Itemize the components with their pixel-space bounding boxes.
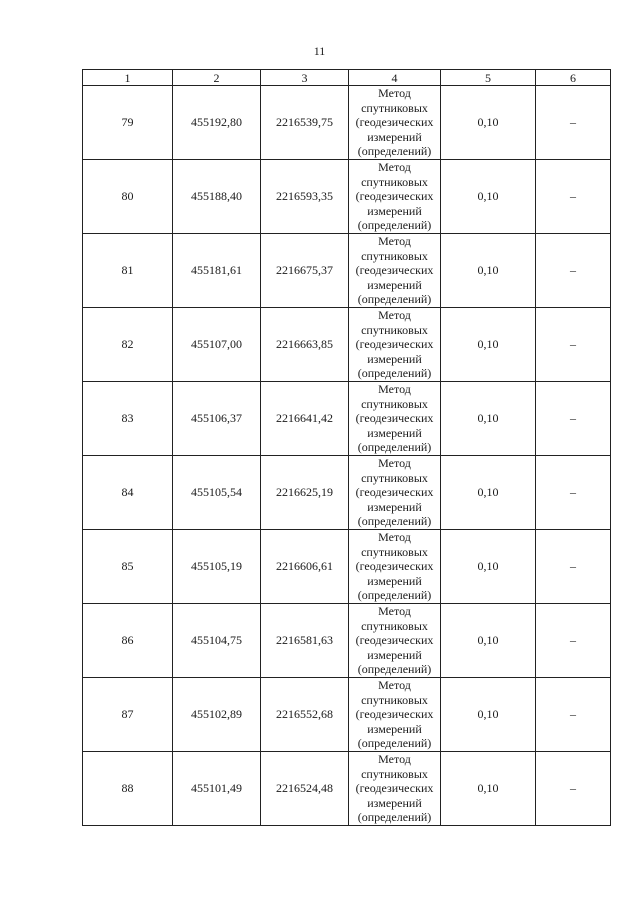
method-line: (определений) xyxy=(357,292,432,307)
method-line: (геодезических xyxy=(355,263,434,278)
method-line: (определений) xyxy=(357,144,432,159)
method-line: измерений xyxy=(367,573,422,588)
point-number-cell: 79 xyxy=(83,86,173,160)
column-header-6: 6 xyxy=(536,70,611,86)
note-cell: – xyxy=(536,382,611,456)
method-line: Метод xyxy=(378,752,411,767)
table-row xyxy=(83,382,611,456)
note-cell: – xyxy=(536,456,611,530)
method-line: (геодезических xyxy=(355,485,434,500)
accuracy-cell: 0,10 xyxy=(441,234,536,308)
method-line: (определений) xyxy=(357,662,432,677)
method-cell xyxy=(349,160,441,234)
method-line: спутниковых xyxy=(361,248,428,263)
table-row xyxy=(83,678,611,752)
accuracy-cell: 0,10 xyxy=(441,604,536,678)
table-row xyxy=(83,752,611,826)
coordinate-y-cell: 2216625,19 xyxy=(261,456,349,530)
method-line: Метод xyxy=(378,382,411,397)
method-line: спутниковых xyxy=(361,544,428,559)
note-cell: – xyxy=(536,160,611,234)
method-line: измерений xyxy=(367,277,422,292)
method-line: Метод xyxy=(378,308,411,323)
method-cell xyxy=(349,86,441,160)
accuracy-cell: 0,10 xyxy=(441,86,536,160)
accuracy-cell: 0,10 xyxy=(441,530,536,604)
coordinate-y-cell: 2216593,35 xyxy=(261,160,349,234)
point-number-cell: 83 xyxy=(83,382,173,456)
accuracy-cell: 0,10 xyxy=(441,160,536,234)
point-number-cell: 82 xyxy=(83,308,173,382)
method-line: (геодезических xyxy=(355,411,434,426)
method-line: спутниковых xyxy=(361,322,428,337)
method-line: Метод xyxy=(378,604,411,619)
coordinate-y-cell: 2216552,68 xyxy=(261,678,349,752)
coordinate-y-cell: 2216606,61 xyxy=(261,530,349,604)
table-body xyxy=(83,86,611,826)
method-line: (определений) xyxy=(357,440,432,455)
method-cell xyxy=(349,678,441,752)
method-line: измерений xyxy=(367,425,422,440)
method-line: измерений xyxy=(367,721,422,736)
method-line: (определений) xyxy=(357,514,432,529)
column-header-5: 5 xyxy=(441,70,536,86)
column-header-1: 1 xyxy=(83,70,173,86)
method-line: Метод xyxy=(378,678,411,693)
coordinate-x-cell: 455105,54 xyxy=(173,456,261,530)
coordinate-x-cell: 455192,80 xyxy=(173,86,261,160)
column-header-2: 2 xyxy=(173,70,261,86)
coordinate-x-cell: 455107,00 xyxy=(173,308,261,382)
point-number-cell: 85 xyxy=(83,530,173,604)
table-row xyxy=(83,604,611,678)
method-cell xyxy=(349,752,441,826)
method-line: (определений) xyxy=(357,736,432,751)
note-cell: – xyxy=(536,530,611,604)
coordinate-y-cell: 2216581,63 xyxy=(261,604,349,678)
accuracy-cell: 0,10 xyxy=(441,678,536,752)
column-header-3: 3 xyxy=(261,70,349,86)
method-line: Метод xyxy=(378,86,411,101)
point-number-cell: 86 xyxy=(83,604,173,678)
point-number-cell: 81 xyxy=(83,234,173,308)
method-line: спутниковых xyxy=(361,470,428,485)
table-row xyxy=(83,86,611,160)
table-row xyxy=(83,530,611,604)
method-line: спутниковых xyxy=(361,692,428,707)
method-line: измерений xyxy=(367,351,422,366)
method-line: (определений) xyxy=(357,810,432,825)
coordinate-x-cell: 455106,37 xyxy=(173,382,261,456)
method-cell xyxy=(349,382,441,456)
table-row xyxy=(83,160,611,234)
coordinates-table xyxy=(82,69,611,826)
accuracy-cell: 0,10 xyxy=(441,382,536,456)
coordinate-y-cell: 2216675,37 xyxy=(261,234,349,308)
point-number-cell: 87 xyxy=(83,678,173,752)
point-number-cell: 80 xyxy=(83,160,173,234)
header-row xyxy=(83,70,611,86)
column-header-4: 4 xyxy=(349,70,441,86)
coordinate-x-cell: 455104,75 xyxy=(173,604,261,678)
method-line: (определений) xyxy=(357,588,432,603)
method-line: (геодезических xyxy=(355,115,434,130)
method-line: измерений xyxy=(367,647,422,662)
coordinate-y-cell: 2216641,42 xyxy=(261,382,349,456)
method-line: (геодезических xyxy=(355,559,434,574)
table-row xyxy=(83,308,611,382)
method-line: Метод xyxy=(378,234,411,249)
table-header xyxy=(83,70,611,86)
method-line: (определений) xyxy=(357,366,432,381)
accuracy-cell: 0,10 xyxy=(441,308,536,382)
note-cell: – xyxy=(536,234,611,308)
note-cell: – xyxy=(536,86,611,160)
note-cell: – xyxy=(536,678,611,752)
point-number-cell: 88 xyxy=(83,752,173,826)
coordinate-x-cell: 455102,89 xyxy=(173,678,261,752)
coordinate-x-cell: 455181,61 xyxy=(173,234,261,308)
method-line: измерений xyxy=(367,499,422,514)
accuracy-cell: 0,10 xyxy=(441,456,536,530)
method-line: (геодезических xyxy=(355,337,434,352)
method-line: (геодезических xyxy=(355,189,434,204)
method-cell xyxy=(349,604,441,678)
table-row xyxy=(83,234,611,308)
method-line: спутниковых xyxy=(361,100,428,115)
method-line: измерений xyxy=(367,203,422,218)
coordinate-y-cell: 2216524,48 xyxy=(261,752,349,826)
method-line: спутниковых xyxy=(361,618,428,633)
method-line: измерений xyxy=(367,795,422,810)
accuracy-cell: 0,10 xyxy=(441,752,536,826)
method-line: Метод xyxy=(378,160,411,175)
method-line: Метод xyxy=(378,456,411,471)
method-cell xyxy=(349,456,441,530)
method-cell xyxy=(349,234,441,308)
note-cell: – xyxy=(536,308,611,382)
method-line: (геодезических xyxy=(355,707,434,722)
coordinate-y-cell: 2216663,85 xyxy=(261,308,349,382)
method-line: (определений) xyxy=(357,218,432,233)
method-line: (геодезических xyxy=(355,781,434,796)
coordinate-x-cell: 455105,19 xyxy=(173,530,261,604)
method-line: (геодезических xyxy=(355,633,434,648)
method-cell xyxy=(349,308,441,382)
method-line: спутниковых xyxy=(361,174,428,189)
coordinate-x-cell: 455188,40 xyxy=(173,160,261,234)
method-line: спутниковых xyxy=(361,396,428,411)
method-line: спутниковых xyxy=(361,766,428,781)
coordinate-y-cell: 2216539,75 xyxy=(261,86,349,160)
note-cell: – xyxy=(536,752,611,826)
note-cell: – xyxy=(536,604,611,678)
method-line: измерений xyxy=(367,129,422,144)
table-row xyxy=(83,456,611,530)
method-cell xyxy=(349,530,441,604)
method-line: Метод xyxy=(378,530,411,545)
point-number-cell: 84 xyxy=(83,456,173,530)
coordinate-x-cell: 455101,49 xyxy=(173,752,261,826)
page-number: 11 xyxy=(313,44,326,58)
